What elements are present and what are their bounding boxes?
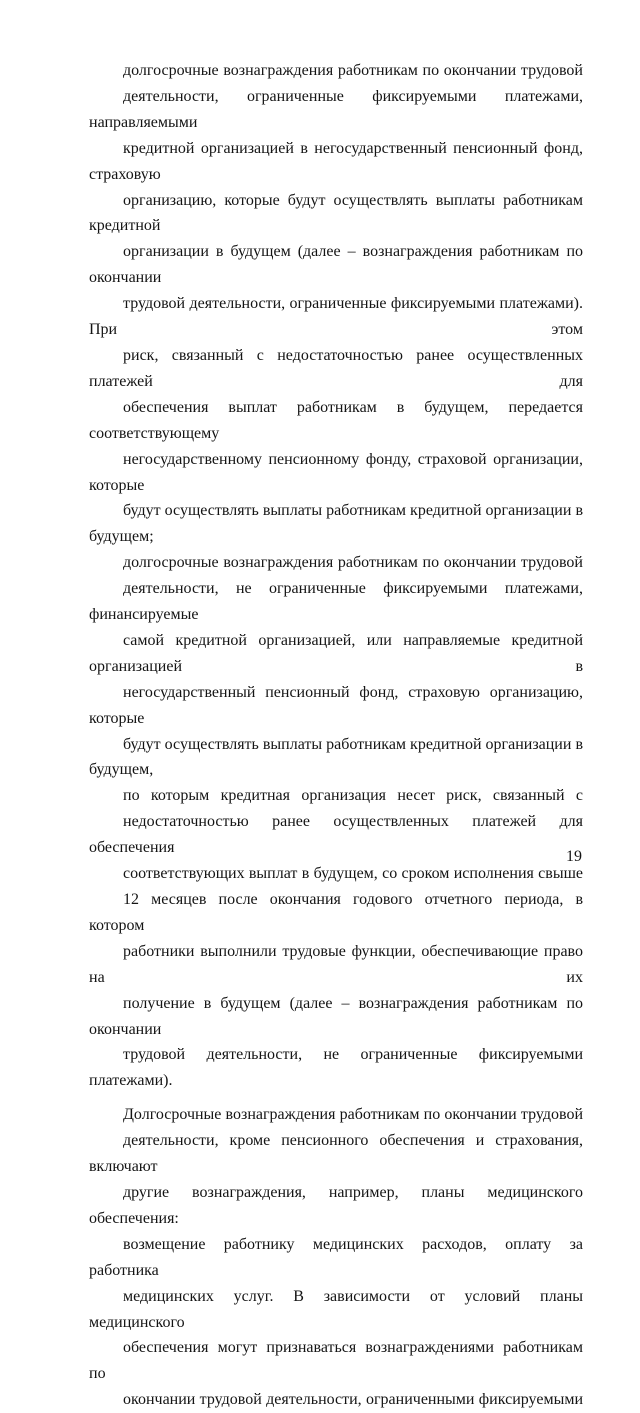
text-line: будут осуществлять выплаты работникам кредитной организации в будущем, [89,735,583,779]
text-line: обеспечения выплат работникам в будущем, передается соответствующему [89,398,583,442]
text-line: трудовой деятельности, ограниченные фиксируемыми платежами). При этом [89,295,583,339]
paragraph-2 [89,550,583,1094]
page-number: 19 [566,848,582,865]
text-line: кредитной организацией в негосударственный пенсионный фонд, страховую [89,139,583,183]
text-line: по которым кредитная организация несет риск, связанный с [123,787,583,805]
text-line: негосударственному пенсионному фонду, страховой организации, которые [89,450,583,494]
text-line: долгосрочные вознаграждения работникам по окончании трудовой [123,554,583,572]
text-line: окончании трудовой деятельности, ограниченными фиксируемыми [123,1391,583,1409]
text-line: самой кредитной организацией, или направляемые кредитной организацией в [89,631,583,675]
text-line: медицинских услуг. В зависимости от условий планы медицинского [89,1287,583,1331]
paragraph-3 [89,1102,583,1413]
text-line: Долгосрочные вознаграждения работникам по окончании трудовой [123,1106,583,1124]
text-line: организации в будущем (далее – вознаграждения работникам по окончании [89,243,583,287]
text-line: организацию, которые будут осуществлять выплаты работникам кредитной [89,191,583,235]
text-line: будут осуществлять выплаты работникам кредитной организации в будущем; [89,502,583,546]
text-line: работники выполнили трудовые функции, обеспечивающие право на их [89,942,583,986]
text-line: недостаточностью ранее осуществленных платежей для обеспечения [89,813,583,857]
document-body [89,58,583,1413]
text-line: деятельности, не ограниченные фиксируемыми платежами, финансируемые [89,580,583,624]
text-line: другие вознаграждения, например, планы медицинского обеспечения: [89,1183,583,1227]
text-line: риск, связанный с недостаточностью ранее осуществленных платежей для [89,346,583,390]
text-line: получение в будущем (далее – вознаграждения работникам по окончании [89,994,583,1038]
text-line: соответствующих выплат в будущем, со сроком исполнения свыше [123,865,583,883]
text-line: трудовой деятельности, не ограниченные фиксируемыми платежами). [89,1046,583,1090]
text-line: 12 месяцев после окончания годового отчетного периода, в котором [89,891,583,934]
text-line: деятельности, кроме пенсионного обеспечения и страхования, включают [89,1132,583,1176]
text-line: деятельности, ограниченные фиксируемыми платежами, направляемыми [89,87,583,131]
text-line: возмещение работнику медицинских расходов, оплату за работника [89,1235,583,1279]
text-line: долгосрочные вознаграждения работникам по окончании трудовой [123,62,583,79]
paragraph-1 [89,58,583,550]
text-line: негосударственный пенсионный фонд, страховую организацию, которые [89,683,583,727]
text-line: обеспечения могут признаваться вознаграждениями работникам по [89,1339,583,1383]
